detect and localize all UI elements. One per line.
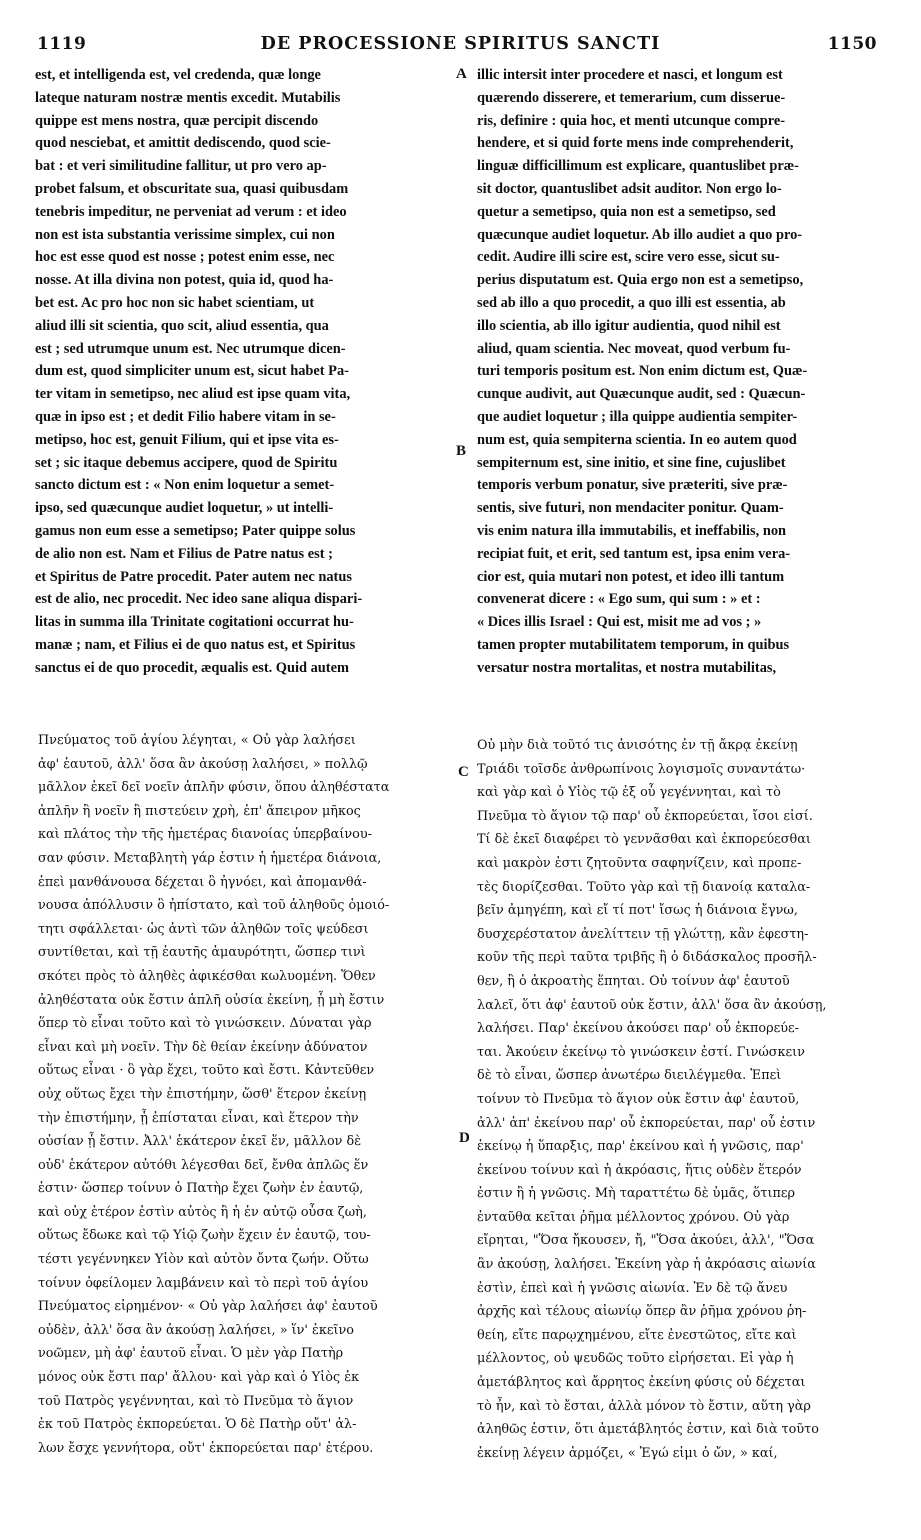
text-line: probet falsum, et obscuritate sua, quasi quibusdam (35, 180, 349, 197)
text-line: ἐκείνῃ λέγειν ἁρμόζει, « Ἐγώ εἰμι ὁ ὤν, » καί, (477, 1445, 778, 1461)
text-line: cedit. Audire illi scire est, scire vero esse, sicut su- (477, 249, 780, 266)
running-title: DE PROCESSIONE SPIRITUS SANCTI (260, 34, 661, 54)
text-line: οὕτως ἔδωκε καὶ τῷ Υἱῷ ζωὴν ἔχειν ἐν ἑαυτῷ, του- (38, 1228, 371, 1244)
text-line: bet est. Ac pro hoc non sic habet scientiam, ut (35, 294, 315, 311)
text-line: Πνεύματος τοῦ ἁγίου λέγηται, « Οὐ γὰρ λαλήσει (38, 733, 356, 748)
text-line: τὸ ἦν, καὶ τὸ ἔσται, ἀλλὰ μόνον τὸ ἔστιν, αὕτη γὰρ (477, 1398, 811, 1414)
text-line: Πνεῦμα τὸ ἅγιον τῷ παρ' οὗ ἐκπορεύεται, ἴσοι εἰσί. (477, 808, 813, 824)
text-line: μέλλοντος, οὐ ψευδῶς τοῦτο εἰρήσεται. Εἰ γὰρ ἡ (477, 1351, 794, 1367)
text-line: metipso, hoc est, genuit Filium, qui et ipse vita es- (35, 431, 339, 448)
text-line: τέστι γεγέννηκεν Υἱὸν καὶ αὐτὸν ὄντα ζωήν. Οὕτω (38, 1252, 369, 1268)
text-line: que audiet loquetur ; illa quippe audientia sempiter- (477, 408, 798, 425)
text-line: λων ἔσχε γεννήτορα, οὔτ' ἐκπορεύεται παρ' ἑτέρου. (38, 1440, 374, 1456)
text-line: σαν φύσιν. Μεταβλητὴ γάρ ἐστιν ἡ ἡμετέρα διάνοια, (38, 850, 382, 866)
text-line: est de alio, nec procedit. Nec ideo sane aliqua dispari- (35, 591, 363, 608)
text-line: ἀφ' ἑαυτοῦ, ἀλλ' ὅσα ἂν ἀκούσῃ λαλήσει, » πολλῷ (38, 756, 368, 772)
text-line: num est, quia sempiterna scientia. In eo autem quod (477, 431, 797, 448)
text-line: cior est, quia mutari non potest, et ideo illi tantum (477, 568, 785, 585)
text-line: quæ in ipso est ; et dedit Filio habere vitam in se- (35, 408, 336, 425)
text-line: sanctus ei de quo procedit, æqualis est. Quid autem (35, 659, 349, 676)
text-line: ἁπλῆν ἢ νοεῖν ἢ πιστεύειν χρὴ, ἐπ' ἄπειρον μῆκος (38, 803, 361, 819)
text-line: quæcunque audiet loquetur. Ab illo audiet a quo pro- (477, 226, 803, 243)
text-line: quippe est mens nostra, quæ percipit discendo (35, 112, 319, 129)
text-line: sit doctor, quantuslibet adsit auditor. Non ergo lo- (477, 180, 782, 197)
text-line: quærendo disserere, et temerarium, cum disserue- (477, 89, 786, 106)
text-line: convenerat dicere : « Ego sum, qui sum : » et : (477, 591, 761, 608)
text-line: εἶναι καὶ μὴ νοεῖν. Τὴν δὲ θείαν ἐκείνην ἀδύνατον (38, 1039, 368, 1055)
column-number-left: 1119 (37, 34, 87, 54)
text-line: aliud illi sit scientia, quo scit, aliud essentia, qua (35, 317, 329, 334)
text-line: μόνος οὐκ ἔστι παρ' ἄλλου· καὶ γὰρ καὶ ὁ Υἱὸς ἐκ (38, 1370, 360, 1386)
text-line: illic intersit inter procedere et nasci, et longum est (477, 67, 783, 83)
section-marker-a: A (456, 66, 467, 82)
text-line: εἴρηται, "Ὅσα ἤκουσεν, ἤ, "Ὅσα ἀκούει, ἀλλ', "Ὅσα (477, 1233, 815, 1249)
text-line: est ; sed utrumque unum est. Nec utrumque dicen- (35, 340, 346, 357)
text-line: νουσα ἀπόλλυσιν ὃ ἠπίστατο, καὶ τοῦ ἀληθοῦς ὁμοιό- (38, 898, 390, 914)
text-line: ἐνταῦθα κεῖται ῥῆμα μέλλοντος χρόνου. Οὐ γὰρ (477, 1209, 790, 1225)
text-line: set ; sic itaque debemus accipere, quod de Spiritu (35, 454, 338, 471)
text-line: cunque audivit, aut Quæcunque audit, sed : Quæcun- (477, 386, 806, 403)
text-line: et Spiritus de Patre procedit. Pater autem nec natus (35, 568, 352, 585)
text-line: τὴν ἐπιστήμην, ᾗ ἐπίσταται εἶναι, καὶ ἕτερον τὴν (38, 1110, 359, 1126)
text-line: νοῶμεν, μὴ ἀφ' ἑαυτοῦ εἶναι. Ὁ μὲν γὰρ Πατὴρ (38, 1346, 344, 1362)
text-line: ἀμετάβλητος καὶ ἄρρητος ἐκείνη φύσις οὐ δέχεται (477, 1375, 806, 1391)
text-line: gamus non eum esse a semetipso; Pater quippe solus (35, 522, 356, 539)
text-line: ἐστιν· ὥσπερ τοίνυν ὁ Πατὴρ ἔχει ζωὴν ἐν ἑαυτῷ, (38, 1181, 364, 1197)
text-line: λαλήσει. Παρ' ἐκείνου ἀκούσει παρ' οὗ ἐκπορεύε- (477, 1021, 799, 1037)
text-line: ἀληθέστατα οὐκ ἔστιν ἁπλῆ οὐσία ἐκείνη, ᾗ μὴ ἔστιν (38, 992, 385, 1008)
text-line: sempiternum est, sine initio, et sine fine, cujuslibet (477, 454, 786, 471)
text-line: dum est, quod simpliciter unum est, sicut habet Pa- (35, 363, 349, 380)
text-line: ἀλλ' ἀπ' ἐκείνου παρ' οὗ ἐκπορεύεται, παρ' οὗ ἐστιν (477, 1115, 816, 1131)
text-line: τοίνυν ὀφείλομεν λαμβάνειν καὶ τὸ περὶ τοῦ ἁγίου (38, 1275, 369, 1291)
text-line: ἀληθῶς ἐστιν, ὅτι ἀμετάβλητός ἐστιν, καὶ διὰ τοῦτο (477, 1422, 819, 1438)
text-line: versatur nostra mortalitas, et nostra mutabilitas, (477, 659, 777, 676)
text-line: τοίνυν τὸ Πνεῦμα τὸ ἅγιον οὐκ ἔστιν ἀφ' ἑαυτοῦ, (477, 1091, 800, 1107)
text-line: temporis verbum ponatur, sive præteriti, sive præ- (477, 477, 788, 494)
latin-text-left (35, 64, 453, 680)
text-line: καὶ πλάτος τὴν τῆς ἡμετέρας διανοίας ὑπερβαίνου- (38, 827, 372, 843)
text-line: ται. Ἀκούειν ἐκείνῳ τὸ γινώσκειν ἐστί. Γινώσκειν (477, 1044, 805, 1060)
text-line: illo scientia, ab illo igitur audientia, quod nihil est (477, 317, 781, 334)
text-line: θείη, εἴτε παρῳχημένου, εἴτε ἐνεστῶτος, εἴτε καὶ (477, 1327, 797, 1343)
text-line: tamen propter mutabilitatem temporum, in quibus (477, 636, 790, 653)
text-line: de alio non est. Nam et Filius de Patre natus est ; (35, 545, 333, 562)
text-line: ἀρχῆς καὶ τέλους αἰωνίῳ ὅπερ ἂν ῥῆμα χρόνου ῥη- (477, 1304, 807, 1320)
text-line: hendere, et si quid forte mens inde comprehenderit, (477, 135, 794, 152)
text-line: θεν, ἢ ὁ ἀκροατὴς ἕπηται. Οὐ τοίνυν ἀφ' ἑαυτοῦ (477, 973, 790, 989)
text-line: hoc est esse quod est nosse ; potest enim esse, nec (35, 249, 335, 266)
text-line: καὶ οὐχ ἑτέρον ἐστὶν αὐτὸς ἢ ἡ ἐν αὐτῷ οὖσα ζωὴ, (38, 1204, 367, 1220)
section-marker-d: D (459, 1130, 470, 1146)
text-line: τητι σφάλλεται· ὡς ἀντὶ τῶν ἀληθῶν τοῖς ψεύδεσι (38, 921, 369, 937)
text-line: καὶ μακρὸν ἐστι ζητοῦντα σαφηνίζειν, καὶ προπε- (477, 855, 802, 871)
text-line: « Dices illis Israel : Qui est, misit me ad vos ; » (477, 614, 762, 631)
text-line: κοῦν τῆς περὶ ταῦτα τριβῆς ἢ ὁ διδάσκαλος προσῆλ- (477, 950, 817, 966)
text-line: litas in summa illa Trinitate cogitationi occurrat hu- (35, 614, 354, 631)
greek-text-left (38, 729, 456, 1460)
text-line: Οὐ μὴν διὰ τοῦτό τις ἀνισότης ἐν τῇ ἄκρᾳ ἐκείνῃ (477, 738, 798, 753)
text-line: manæ ; nam, et Filius ei de quo natus est, et Spiritus (35, 636, 356, 653)
text-line: τὲς διορίζεσθαι. Τοῦτο γὰρ καὶ τῇ διανοίᾳ καταλα- (477, 879, 811, 895)
text-line: ris, definire : quia hoc, et menti utcunque compre- (477, 112, 786, 129)
text-line: linguæ difficillimum est explicare, quantuslibet præ- (477, 158, 799, 175)
text-line: ἐστὶν, ἐπεὶ καὶ ἡ γνῶσις αἰωνία. Ἐν δὲ τῷ ἄνευ (477, 1280, 788, 1296)
text-line: ἐκείνῳ ἡ ὕπαρξις, παρ' ἐκείνου καὶ ἡ γνῶσις, παρ' (477, 1139, 804, 1155)
text-line: ἂν ἀκούσῃ, λαλήσει. Ἐκείνη γὰρ ἡ ἀκρόασις αἰωνία (477, 1257, 816, 1273)
text-line: perius disputatum est. Quia ergo non est a semetipso, (477, 272, 804, 289)
text-line: οὐσίαν ᾗ ἔστιν. Ἀλλ' ἑκάτερον ἐκεῖ ἕν, μᾶλλον δὲ (38, 1134, 362, 1150)
text-line: recipiat fuit, et erit, sed tantum est, ipsa enim vera- (477, 545, 791, 562)
text-line: ipso, sed quæcunque audiet loquetur, » ut intelli- (35, 500, 334, 517)
section-marker-c: C (458, 764, 469, 780)
section-marker-b: B (456, 443, 467, 459)
text-line: οὐδὲν, ἀλλ' ὅσα ἂν ἀκούσῃ λαλήσει, » ἵν' ἐκεῖνο (38, 1322, 354, 1338)
text-line: ter vitam in semetipso, nec aliud est ipse quam vita, (35, 386, 351, 403)
text-line: Πνεύματος εἰρημένον· « Οὐ γὰρ λαλήσει ἀφ' ἑαυτοῦ (38, 1299, 378, 1315)
text-line: vis enim natura illa immutabilis, et ineffabilis, non (477, 522, 787, 539)
text-line: οὐχ οὕτως ἔχει τὴν ἐπιστήμην, ὥσθ' ἕτερον ἐκείνῃ (38, 1086, 367, 1102)
text-line: σκότει πρὸς τὸ ἀληθὲς ἀφικέσθαι κωλυομένη. Ὅθεν (38, 968, 376, 984)
column-number-right: 1150 (827, 34, 877, 54)
text-line: ἐπεὶ μανθάνουσα δέχεται ὃ ἠγνόει, καὶ ἀπομανθά- (38, 874, 367, 890)
text-line: sed ab illo a quo procedit, a quo illi est essentia, ab (477, 294, 786, 311)
text-line: quod nesciebat, et amittit dediscendo, quod scie- (35, 135, 331, 152)
text-line: Τριάδι τοῖσδε ἀνθρωπίνοις λογισμοῖς συναντάτω· (477, 761, 806, 777)
text-line: bat : et veri similitudine fallitur, ut pro vero ap- (35, 158, 327, 175)
text-line: καὶ γὰρ καὶ ὁ Υἱὸς τῷ ἐξ οὗ γεγέννηται, καὶ τὸ (477, 785, 781, 801)
text-line: βεῖν ἀμηγέπη, καὶ εἴ τί ποτ' ἴσως ἡ διάνοια ἔγνω, (477, 903, 798, 919)
latin-text-right (477, 64, 883, 680)
text-line: ἐστιν ἢ ἡ γνῶσις. Μὴ ταραττέτω δὲ ὑμᾶς, ὅτιπερ (477, 1186, 796, 1202)
text-line: turi temporis positum est. Non enim dictum est, Quæ- (477, 363, 808, 380)
text-line: ἐκ τοῦ Πατρὸς ἐκπορεύεται. Ὁ δὲ Πατὴρ οὔτ' ἀλ- (38, 1417, 357, 1433)
text-line: συντίθεται, καὶ τῇ ἑαυτῆς ἀμαυρότητι, ὥσπερ τινὶ (38, 945, 366, 961)
text-line: quetur a semetipso, quia non est a semetipso, sed (477, 203, 776, 220)
text-line: sentis, sive futuri, non mendaciter ponitur. Quam- (477, 500, 784, 517)
text-line: nosse. At illa divina non potest, quia id, quod ha- (35, 272, 334, 289)
text-line: δυσχερέστατον ἀνελίττειν τῇ γλώττῃ, κἂν ἐφεστη- (477, 926, 809, 942)
text-line: sancto dictum est : « Non enim loquetur a semet- (35, 477, 335, 494)
text-line: λαλεῖ, ὅτι ἀφ' ἑαυτοῦ οὐκ ἔστιν, ἀλλ' ὅσα ἂν ἀκούσῃ, (477, 997, 827, 1013)
text-line: est, et intelligenda est, vel credenda, quæ longe (35, 67, 321, 83)
text-line: Τί δὲ ἐκεῖ διαφέρει τὸ γεννᾶσθαι καὶ ἐκπορεύεσθαι (477, 832, 811, 848)
text-line: δὲ τὸ εἶναι, ὥσπερ ἀνωτέρω διειλέγμεθα. Ἐπεὶ (477, 1068, 782, 1084)
text-line: lateque naturam nostræ mentis excedit. Mutabilis (35, 89, 341, 106)
text-line: ἐκείνου τοίνυν καὶ ἡ ἀκρόασις, ἥτις οὐδὲν ἕτερόν (477, 1162, 802, 1178)
text-line: aliud, quam scientia. Nec moveat, quod verbum fu- (477, 340, 791, 357)
text-line: οὐδ' ἑκάτερον αὐτόθι λέγεσθαι δεῖ, ἔνθα ἁπλῶς ἕν (38, 1157, 369, 1173)
text-line: οὕτως εἶναι · ὃ γὰρ ἔχει, τοῦτο καὶ ἔστι. Κἀντεῦθεν (38, 1063, 375, 1079)
greek-text-right (477, 734, 885, 1465)
text-line: non est ista substantia verissime simplex, cui non (35, 226, 335, 243)
text-line: ὅπερ τὸ εἶναι τοῦτο καὶ τὸ γινώσκειν. Δύναται γὰρ (38, 1016, 372, 1032)
text-line: μᾶλλον ἐκεῖ δεῖ νοεῖν ἁπλῆν φύσιν, ὅπου ἀληθέστατα (38, 780, 390, 796)
text-line: τοῦ Πατρὸς γεγέννηται, καὶ τὸ Πνεῦμα τὸ ἅγιον (38, 1393, 354, 1409)
text-line: tenebris impeditur, ne perveniat ad verum : et ideo (35, 203, 347, 220)
